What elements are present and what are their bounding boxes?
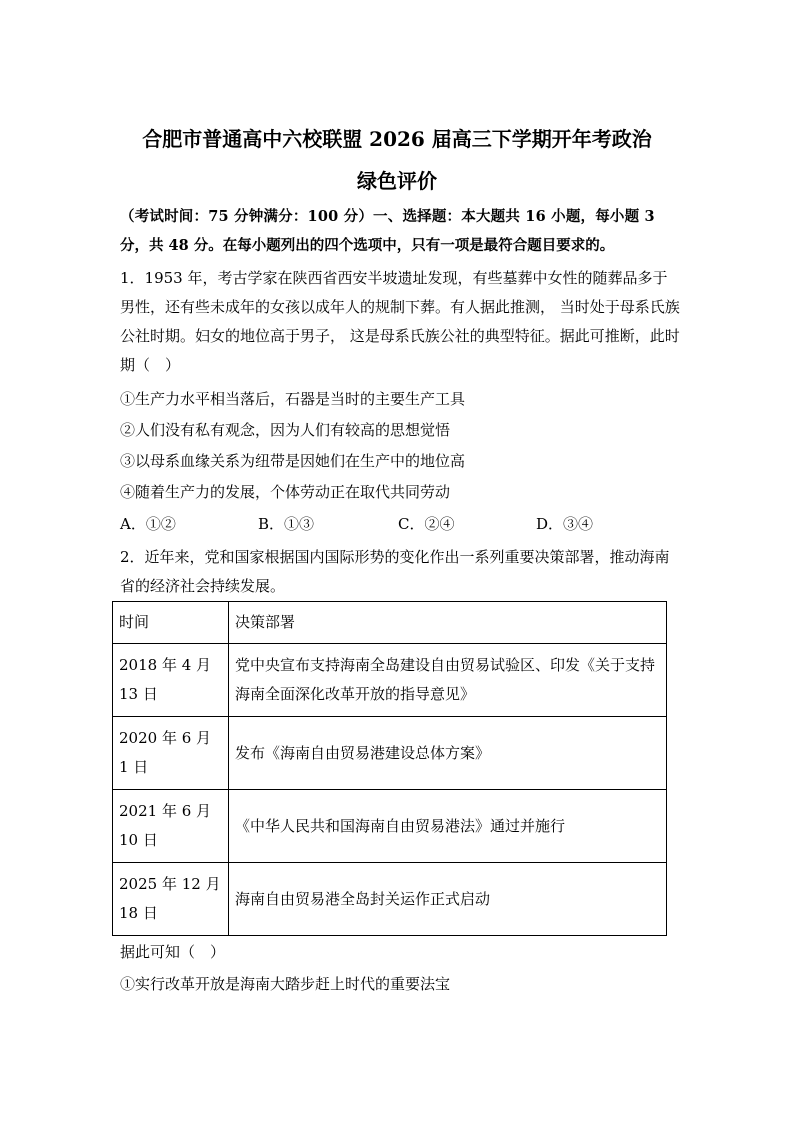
table-row	[113, 644, 667, 717]
exam-subtitle: 绿色评价	[357, 169, 437, 193]
row-decision: 党中央宣布支持海南全岛建设自由贸易试验区、印发《关于支持海南全面深化改革开放的指导意见》	[229, 644, 667, 717]
table-row	[113, 717, 667, 790]
question-2-stem: 2．近年来，党和国家根据国内国际形势的变化作出一系列重要决策部署，推动海南省的经济社会持续发展。	[120, 548, 670, 595]
row-date: 2018 年 4 月 13 日	[113, 644, 229, 717]
question-1-option-2: ②人们没有私有观念，因为人们有较高的思想觉悟	[120, 421, 451, 439]
decision-table	[112, 601, 667, 936]
exam-instructions-line2: 分，共 48 分。在每小题列出的四个选项中，只有一项是最符合题目要求的。	[120, 237, 615, 254]
table-header-row	[113, 602, 667, 644]
choice-b[interactable]: B．①③	[258, 515, 315, 533]
choice-d[interactable]: D．③④	[536, 515, 594, 533]
question-2-prompt: 据此可知（ ）	[120, 943, 226, 961]
row-decision: 《中华人民共和国海南自由贸易港法》通过并施行	[229, 790, 667, 863]
header-time: 时间	[113, 602, 229, 644]
question-2-option-1: ①实行改革开放是海南大踏步赶上时代的重要法宝	[120, 975, 451, 993]
question-1-option-3: ③以母系血缘关系为纽带是因她们在生产中的地位高	[120, 452, 466, 470]
row-date: 2020 年 6 月 1 日	[113, 717, 229, 790]
exam-title: 合肥市普通高中六校联盟 2026 届高三下学期开年考政治	[142, 127, 652, 151]
table-row	[113, 863, 667, 936]
exam-instructions-line1: （考试时间：75 分钟满分：100 分）一、选择题：本大题共 16 小题，每小题 3	[120, 208, 655, 225]
choice-a[interactable]: A．①②	[120, 515, 176, 533]
choice-c[interactable]: C．②④	[398, 515, 455, 533]
row-date: 2021 年 6 月 10 日	[113, 790, 229, 863]
header-decision: 决策部署	[229, 602, 667, 644]
row-date: 2025 年 12 月 18 日	[113, 863, 229, 936]
row-decision: 海南自由贸易港全岛封关运作正式启动	[229, 863, 667, 936]
row-decision: 发布《海南自由贸易港建设总体方案》	[229, 717, 667, 790]
question-1-option-1: ①生产力水平相当落后，石器是当时的主要生产工具	[120, 390, 466, 408]
table-row	[113, 790, 667, 863]
question-1-option-4: ④随着生产力的发展，个体劳动正在取代共同劳动	[120, 483, 451, 501]
question-1-stem: 1．1953 年，考古学家在陕西省西安半坡遗址发现，有些墓葬中女性的随葬品多于男性，还有些未成年的女孩以成年人的规制下葬。有人据此推测， 当时处于母系氏族公社时期。妇女的地位高于男子， 这是母系氏族公社的典型特征。据此可推断，此时期（ ）	[120, 269, 680, 374]
